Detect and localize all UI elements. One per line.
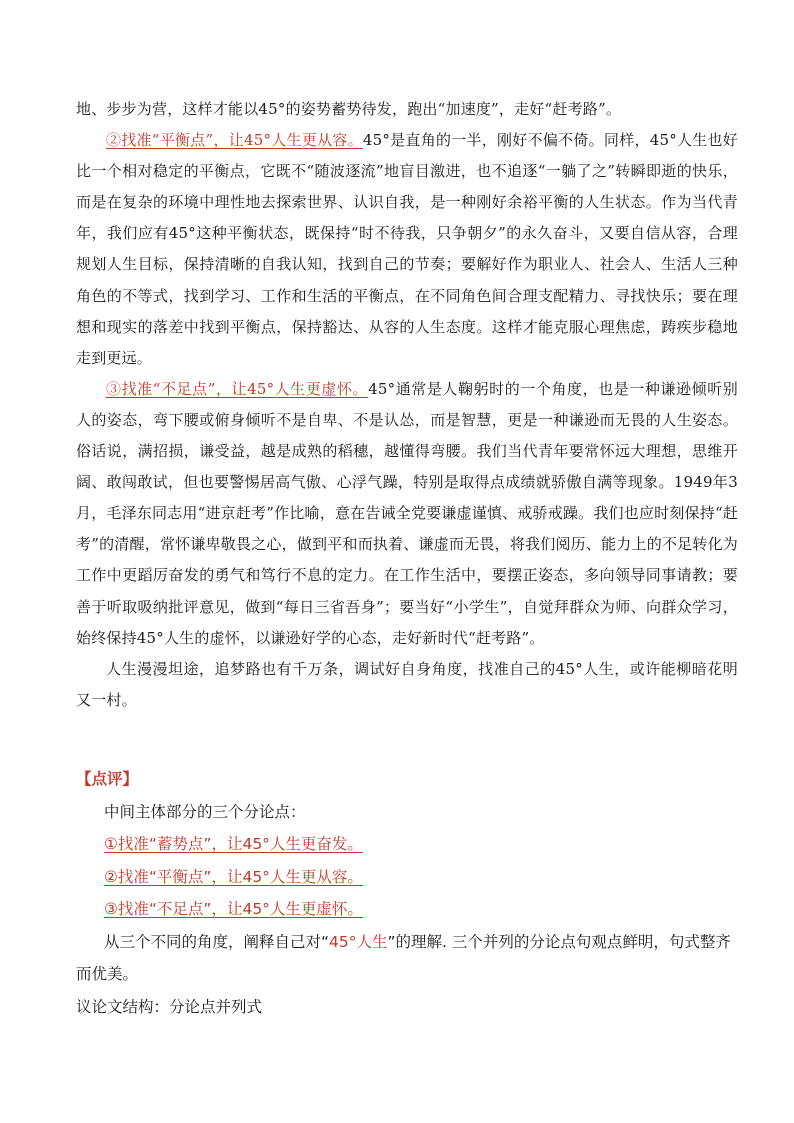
review-point-1: ①找准“蓄势点”，让45°人生更奋发。 xyxy=(104,835,363,853)
essay-paragraph-1: 地、步步为营，这样才能以45°的姿势蓄势待发，跑出“加速度”，走好“赶考路”。 xyxy=(76,100,622,118)
essay-conclusion: 人生漫漫坦途，追梦路也有千万条，调试好自身角度，找准自己的45°人生，或许能柳暗花明又一村。 xyxy=(76,659,738,709)
essay-paragraph-2 xyxy=(76,125,738,374)
review-point-2: ②找准“平衡点”，让45°人生更从容。 xyxy=(104,867,363,886)
review-structure: 议论文结构：分论点并列式 xyxy=(76,997,263,1016)
review-section xyxy=(76,763,736,1023)
sub-point-body-humility: 45°通常是人鞠躬时的一个角度，也是一种谦逊倾听别人的姿态，弯下腰或俯身倾听不是自卑、不是认怂，而是智慧，更是一种谦逊而无畏的人生姿态。俗话说，满招损，谦受益，越是成熟的稻穗，越懂得弯腰。我们当代青年要常怀远大理想，思维开阔、敢闯敢试，但也要警惕居高气傲、心浮气躁，特别是取得点成绩就骄傲自满等现象。1949年3月，毛泽东同志用“进京赶考”作比喻，意在告诫全党要谦虚谨慎、戒骄戒躁。我们也应时刻保持“赶考”的清醒，常怀谦卑敬畏之心，做到平和而执着、谦虚而无畏，将我们阅历、能力上的不足转化为工作中更蹈厉奋发的勇气和笃行不息的定力。在工作生活中，要摆正姿态，多向领导同事请教；要善于听取吸纳批评意见，做到“每日三省吾身”；要当好“小学生”，自觉拜群众为师、向群众学习，始终保持45°人生的虚怀，以谦逊好学的心态，走好新时代“赶考路”。 xyxy=(76,379,739,647)
review-heading: 【点评】 xyxy=(76,770,139,788)
review-summary-highlight: 45°人生 xyxy=(329,932,388,951)
review-summary xyxy=(76,926,736,991)
essay-paragraph-3 xyxy=(76,374,738,654)
review-intro: 中间主体部分的三个分论点： xyxy=(104,802,306,821)
sub-point-body-balance: 45°是直角的一半，刚好不偏不倚。同样，45°人生也好比一个相对稳定的平衡点，它既不“随波逐流”地盲目激进，也不追逐“一躺了之”转瞬即逝的快乐，而是在复杂的环境中理性地去探索世界、认识自我，是一种刚好余裕平衡的人生状态。作为当代青年，我们应有45°这种平衡状态，既保持“时不待我，只争朝夕”的永久奋斗，又要自信从容，合理规划人生目标，保持清晰的自我认知，找到自己的节奏；要解好作为职业人、社会人、生活人三种角色的不等式，找到学习、工作和生活的平衡点，在不同角色间合理支配精力、寻找快乐；要在理想和现实的落差中找到平衡点，保持豁达、从容的人生态度。这样才能克服心理焦虑，踌疾步稳地走到更远。 xyxy=(76,131,738,367)
review-summary-post: ”的理解. 三个并列的分论点句观点鲜明，句式整齐而优美。 xyxy=(76,932,731,983)
review-summary-pre: 从三个不同的角度，阐释自己对“ xyxy=(104,932,330,951)
essay-body xyxy=(76,94,738,716)
sub-point-title-humility: ③找准“不足点”，让45°人生更虚怀。 xyxy=(106,379,369,398)
sub-point-title-balance: ②找准“平衡点”，让45°人生更从容。 xyxy=(106,131,363,150)
review-point-3: ③找准“不足点”，让45°人生更虚怀。 xyxy=(104,900,363,918)
